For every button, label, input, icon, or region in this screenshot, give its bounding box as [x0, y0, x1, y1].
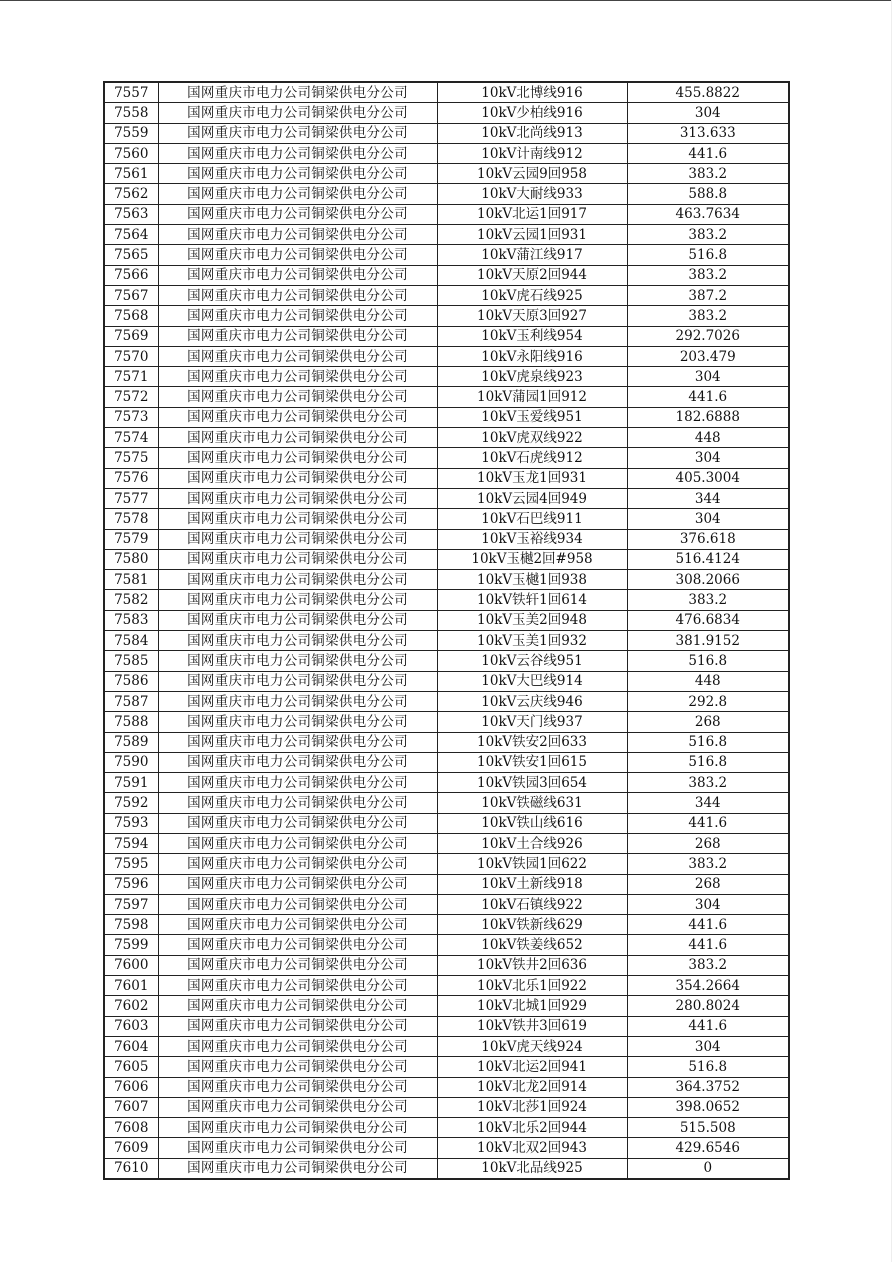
company-cell: 国网重庆市电力公司铜梁供电分公司: [158, 752, 437, 772]
line-name-cell: 10kV铁磁线631: [437, 793, 627, 813]
value-cell: 588.8: [627, 184, 789, 204]
row-id-cell: 7606: [104, 1077, 158, 1097]
company-cell: 国网重庆市电力公司铜梁供电分公司: [158, 671, 437, 691]
table-row: [104, 428, 789, 448]
company-cell: 国网重庆市电力公司铜梁供电分公司: [158, 82, 437, 103]
line-name-cell: 10kV北乐1回922: [437, 976, 627, 996]
table-row: [104, 225, 789, 245]
line-name-cell: 10kV云庆线946: [437, 691, 627, 711]
table-row: [104, 955, 789, 975]
table-row: [104, 407, 789, 427]
table-row: [104, 448, 789, 468]
company-cell: 国网重庆市电力公司铜梁供电分公司: [158, 103, 437, 123]
company-cell: 国网重庆市电力公司铜梁供电分公司: [158, 874, 437, 894]
line-name-cell: 10kV天原2回944: [437, 265, 627, 285]
company-cell: 国网重庆市电力公司铜梁供电分公司: [158, 712, 437, 732]
value-cell: 515.508: [627, 1118, 789, 1138]
line-name-cell: 10kV铁安2回633: [437, 732, 627, 752]
company-cell: 国网重庆市电力公司铜梁供电分公司: [158, 488, 437, 508]
line-name-cell: 10kV玉利线954: [437, 326, 627, 346]
value-cell: 383.2: [627, 225, 789, 245]
row-id-cell: 7568: [104, 306, 158, 326]
table-row: [104, 265, 789, 285]
line-name-cell: 10kV云园4回949: [437, 488, 627, 508]
value-cell: 381.9152: [627, 631, 789, 651]
row-id-cell: 7595: [104, 854, 158, 874]
line-name-cell: 10kV铁井2回636: [437, 955, 627, 975]
row-id-cell: 7561: [104, 164, 158, 184]
company-cell: 国网重庆市电力公司铜梁供电分公司: [158, 285, 437, 305]
value-cell: 304: [627, 448, 789, 468]
line-name-cell: 10kV玉美1回932: [437, 631, 627, 651]
table-row: [104, 874, 789, 894]
value-cell: 398.0652: [627, 1097, 789, 1117]
company-cell: 国网重庆市电力公司铜梁供电分公司: [158, 468, 437, 488]
table-row: [104, 367, 789, 387]
row-id-cell: 7562: [104, 184, 158, 204]
company-cell: 国网重庆市电力公司铜梁供电分公司: [158, 935, 437, 955]
table-row: [104, 996, 789, 1016]
table-row: [104, 468, 789, 488]
table-row: [104, 651, 789, 671]
row-id-cell: 7573: [104, 407, 158, 427]
company-cell: 国网重庆市电力公司铜梁供电分公司: [158, 1097, 437, 1117]
company-cell: 国网重庆市电力公司铜梁供电分公司: [158, 813, 437, 833]
line-name-cell: 10kV蒲园1回912: [437, 387, 627, 407]
table-row: [104, 631, 789, 651]
table-row: [104, 773, 789, 793]
line-name-cell: 10kV铁园1回622: [437, 854, 627, 874]
line-name-cell: 10kV铁井3回619: [437, 1016, 627, 1036]
table-row: [104, 1036, 789, 1056]
value-cell: 308.2066: [627, 570, 789, 590]
line-name-cell: 10kV铁安1回615: [437, 752, 627, 772]
value-cell: 476.6834: [627, 610, 789, 630]
value-cell: 376.618: [627, 529, 789, 549]
value-cell: 304: [627, 1036, 789, 1056]
line-name-cell: 10kV石巴线911: [437, 509, 627, 529]
line-name-cell: 10kV永阳线916: [437, 346, 627, 366]
company-cell: 国网重庆市电力公司铜梁供电分公司: [158, 915, 437, 935]
table-row: [104, 833, 789, 853]
row-id-cell: 7569: [104, 326, 158, 346]
value-cell: 429.6546: [627, 1138, 789, 1158]
value-cell: 292.7026: [627, 326, 789, 346]
company-cell: 国网重庆市电力公司铜梁供电分公司: [158, 773, 437, 793]
line-name-cell: 10kV北莎1回924: [437, 1097, 627, 1117]
company-cell: 国网重庆市电力公司铜梁供电分公司: [158, 1016, 437, 1036]
row-id-cell: 7574: [104, 428, 158, 448]
row-id-cell: 7588: [104, 712, 158, 732]
table-row: [104, 752, 789, 772]
value-cell: 455.8822: [627, 82, 789, 103]
value-cell: 364.3752: [627, 1077, 789, 1097]
row-id-cell: 7576: [104, 468, 158, 488]
row-id-cell: 7586: [104, 671, 158, 691]
value-cell: 203.479: [627, 346, 789, 366]
line-name-cell: 10kV铁山线616: [437, 813, 627, 833]
line-name-cell: 10kV虎双线922: [437, 428, 627, 448]
value-cell: 313.633: [627, 123, 789, 143]
value-cell: 182.6888: [627, 407, 789, 427]
line-name-cell: 10kV少柏线916: [437, 103, 627, 123]
table-row: [104, 326, 789, 346]
value-cell: 516.8: [627, 752, 789, 772]
value-cell: 383.2: [627, 306, 789, 326]
company-cell: 国网重庆市电力公司铜梁供电分公司: [158, 833, 437, 853]
table-row: [104, 123, 789, 143]
company-cell: 国网重庆市电力公司铜梁供电分公司: [158, 1118, 437, 1138]
row-id-cell: 7560: [104, 143, 158, 163]
feeder-table: [103, 81, 790, 1180]
row-id-cell: 7600: [104, 955, 158, 975]
table-row: [104, 306, 789, 326]
row-id-cell: 7557: [104, 82, 158, 103]
table-row: [104, 590, 789, 610]
row-id-cell: 7592: [104, 793, 158, 813]
company-cell: 国网重庆市电力公司铜梁供电分公司: [158, 732, 437, 752]
row-id-cell: 7566: [104, 265, 158, 285]
company-cell: 国网重庆市电力公司铜梁供电分公司: [158, 428, 437, 448]
table-row: [104, 854, 789, 874]
table-row: [104, 488, 789, 508]
company-cell: 国网重庆市电力公司铜梁供电分公司: [158, 549, 437, 569]
row-id-cell: 7603: [104, 1016, 158, 1036]
company-cell: 国网重庆市电力公司铜梁供电分公司: [158, 245, 437, 265]
table-row: [104, 143, 789, 163]
value-cell: 268: [627, 833, 789, 853]
row-id-cell: 7590: [104, 752, 158, 772]
value-cell: 383.2: [627, 854, 789, 874]
company-cell: 国网重庆市电力公司铜梁供电分公司: [158, 1158, 437, 1179]
table-row: [104, 1016, 789, 1036]
company-cell: 国网重庆市电力公司铜梁供电分公司: [158, 184, 437, 204]
row-id-cell: 7575: [104, 448, 158, 468]
company-cell: 国网重庆市电力公司铜梁供电分公司: [158, 407, 437, 427]
table-row: [104, 82, 789, 103]
value-cell: 516.8: [627, 245, 789, 265]
table-row: [104, 570, 789, 590]
page-top-border: [0, 0, 892, 1]
row-id-cell: 7587: [104, 691, 158, 711]
company-cell: 国网重庆市电力公司铜梁供电分公司: [158, 976, 437, 996]
value-cell: 304: [627, 509, 789, 529]
line-name-cell: 10kV玉裕线934: [437, 529, 627, 549]
value-cell: 405.3004: [627, 468, 789, 488]
row-id-cell: 7604: [104, 1036, 158, 1056]
company-cell: 国网重庆市电力公司铜梁供电分公司: [158, 509, 437, 529]
row-id-cell: 7599: [104, 935, 158, 955]
company-cell: 国网重庆市电力公司铜梁供电分公司: [158, 1138, 437, 1158]
table-row: [104, 164, 789, 184]
line-name-cell: 10kV云园9回958: [437, 164, 627, 184]
table-row: [104, 813, 789, 833]
table-row: [104, 1097, 789, 1117]
line-name-cell: 10kV北运1回917: [437, 204, 627, 224]
table-row: [104, 732, 789, 752]
company-cell: 国网重庆市电力公司铜梁供电分公司: [158, 955, 437, 975]
row-id-cell: 7610: [104, 1158, 158, 1179]
row-id-cell: 7579: [104, 529, 158, 549]
row-id-cell: 7581: [104, 570, 158, 590]
row-id-cell: 7598: [104, 915, 158, 935]
company-cell: 国网重庆市电力公司铜梁供电分公司: [158, 346, 437, 366]
table-row: [104, 1077, 789, 1097]
line-name-cell: 10kV大耐线933: [437, 184, 627, 204]
value-cell: 441.6: [627, 915, 789, 935]
row-id-cell: 7582: [104, 590, 158, 610]
row-id-cell: 7570: [104, 346, 158, 366]
company-cell: 国网重庆市电力公司铜梁供电分公司: [158, 996, 437, 1016]
value-cell: 383.2: [627, 955, 789, 975]
value-cell: 344: [627, 793, 789, 813]
table-row: [104, 671, 789, 691]
line-name-cell: 10kV玉美2回948: [437, 610, 627, 630]
table-row: [104, 915, 789, 935]
line-name-cell: 10kV北尚线913: [437, 123, 627, 143]
row-id-cell: 7559: [104, 123, 158, 143]
table-row: [104, 610, 789, 630]
value-cell: 516.8: [627, 651, 789, 671]
company-cell: 国网重庆市电力公司铜梁供电分公司: [158, 793, 437, 813]
line-name-cell: 10kV土合线926: [437, 833, 627, 853]
row-id-cell: 7572: [104, 387, 158, 407]
line-name-cell: 10kV北运2回941: [437, 1057, 627, 1077]
value-cell: 304: [627, 367, 789, 387]
row-id-cell: 7594: [104, 833, 158, 853]
line-name-cell: 10kV蒲江线917: [437, 245, 627, 265]
row-id-cell: 7609: [104, 1138, 158, 1158]
company-cell: 国网重庆市电力公司铜梁供电分公司: [158, 225, 437, 245]
table-row: [104, 245, 789, 265]
line-name-cell: 10kV北双2回943: [437, 1138, 627, 1158]
value-cell: 268: [627, 874, 789, 894]
value-cell: 516.8: [627, 732, 789, 752]
value-cell: 463.7634: [627, 204, 789, 224]
row-id-cell: 7608: [104, 1118, 158, 1138]
value-cell: 516.8: [627, 1057, 789, 1077]
company-cell: 国网重庆市电力公司铜梁供电分公司: [158, 610, 437, 630]
line-name-cell: 10kV石镇线922: [437, 894, 627, 914]
company-cell: 国网重庆市电力公司铜梁供电分公司: [158, 691, 437, 711]
table-row: [104, 793, 789, 813]
company-cell: 国网重庆市电力公司铜梁供电分公司: [158, 143, 437, 163]
row-id-cell: 7558: [104, 103, 158, 123]
value-cell: 448: [627, 671, 789, 691]
line-name-cell: 10kV虎泉线923: [437, 367, 627, 387]
table-row: [104, 1138, 789, 1158]
row-id-cell: 7597: [104, 894, 158, 914]
company-cell: 国网重庆市电力公司铜梁供电分公司: [158, 448, 437, 468]
row-id-cell: 7567: [104, 285, 158, 305]
line-name-cell: 10kV铁新线629: [437, 915, 627, 935]
line-name-cell: 10kV玉樾2回#958: [437, 549, 627, 569]
row-id-cell: 7584: [104, 631, 158, 651]
line-name-cell: 10kV石虎线912: [437, 448, 627, 468]
company-cell: 国网重庆市电力公司铜梁供电分公司: [158, 306, 437, 326]
line-name-cell: 10kV大巴线914: [437, 671, 627, 691]
row-id-cell: 7605: [104, 1057, 158, 1077]
table-row: [104, 976, 789, 996]
line-name-cell: 10kV北乐2回944: [437, 1118, 627, 1138]
line-name-cell: 10kV云园1回931: [437, 225, 627, 245]
line-name-cell: 10kV天原3回927: [437, 306, 627, 326]
row-id-cell: 7565: [104, 245, 158, 265]
value-cell: 304: [627, 103, 789, 123]
company-cell: 国网重庆市电力公司铜梁供电分公司: [158, 894, 437, 914]
company-cell: 国网重庆市电力公司铜梁供电分公司: [158, 367, 437, 387]
value-cell: 383.2: [627, 164, 789, 184]
value-cell: 441.6: [627, 813, 789, 833]
company-cell: 国网重庆市电力公司铜梁供电分公司: [158, 123, 437, 143]
company-cell: 国网重庆市电力公司铜梁供电分公司: [158, 387, 437, 407]
line-name-cell: 10kV计南线912: [437, 143, 627, 163]
value-cell: 280.8024: [627, 996, 789, 1016]
value-cell: 441.6: [627, 935, 789, 955]
line-name-cell: 10kV土新线918: [437, 874, 627, 894]
row-id-cell: 7591: [104, 773, 158, 793]
company-cell: 国网重庆市电力公司铜梁供电分公司: [158, 651, 437, 671]
row-id-cell: 7601: [104, 976, 158, 996]
company-cell: 国网重庆市电力公司铜梁供电分公司: [158, 590, 437, 610]
row-id-cell: 7607: [104, 1097, 158, 1117]
company-cell: 国网重庆市电力公司铜梁供电分公司: [158, 265, 437, 285]
row-id-cell: 7596: [104, 874, 158, 894]
value-cell: 448: [627, 428, 789, 448]
row-id-cell: 7589: [104, 732, 158, 752]
line-name-cell: 10kV虎石线925: [437, 285, 627, 305]
row-id-cell: 7593: [104, 813, 158, 833]
feeder-table-body: [104, 82, 789, 1179]
line-name-cell: 10kV玉龙1回931: [437, 468, 627, 488]
table-row: [104, 103, 789, 123]
line-name-cell: 10kV铁姜线652: [437, 935, 627, 955]
row-id-cell: 7580: [104, 549, 158, 569]
table-row: [104, 549, 789, 569]
value-cell: 304: [627, 894, 789, 914]
value-cell: 387.2: [627, 285, 789, 305]
company-cell: 国网重庆市电力公司铜梁供电分公司: [158, 204, 437, 224]
line-name-cell: 10kV云谷线951: [437, 651, 627, 671]
row-id-cell: 7563: [104, 204, 158, 224]
value-cell: 441.6: [627, 1016, 789, 1036]
line-name-cell: 10kV虎天线924: [437, 1036, 627, 1056]
table-row: [104, 691, 789, 711]
row-id-cell: 7585: [104, 651, 158, 671]
table-row: [104, 387, 789, 407]
row-id-cell: 7578: [104, 509, 158, 529]
company-cell: 国网重庆市电力公司铜梁供电分公司: [158, 1036, 437, 1056]
value-cell: 292.8: [627, 691, 789, 711]
line-name-cell: 10kV玉樾1回938: [437, 570, 627, 590]
value-cell: 344: [627, 488, 789, 508]
table-row: [104, 204, 789, 224]
value-cell: 516.4124: [627, 549, 789, 569]
row-id-cell: 7564: [104, 225, 158, 245]
value-cell: 441.6: [627, 143, 789, 163]
table-row: [104, 285, 789, 305]
row-id-cell: 7583: [104, 610, 158, 630]
row-id-cell: 7571: [104, 367, 158, 387]
value-cell: 0: [627, 1158, 789, 1179]
table-row: [104, 1158, 789, 1179]
company-cell: 国网重庆市电力公司铜梁供电分公司: [158, 631, 437, 651]
table-row: [104, 1118, 789, 1138]
line-name-cell: 10kV铁园3回654: [437, 773, 627, 793]
line-name-cell: 10kV天门线937: [437, 712, 627, 732]
line-name-cell: 10kV北博线916: [437, 82, 627, 103]
value-cell: 441.6: [627, 387, 789, 407]
table-row: [104, 346, 789, 366]
line-name-cell: 10kV铁轩1回614: [437, 590, 627, 610]
company-cell: 国网重庆市电力公司铜梁供电分公司: [158, 1057, 437, 1077]
company-cell: 国网重庆市电力公司铜梁供电分公司: [158, 854, 437, 874]
value-cell: 354.2664: [627, 976, 789, 996]
row-id-cell: 7602: [104, 996, 158, 1016]
table-row: [104, 509, 789, 529]
line-name-cell: 10kV北品线925: [437, 1158, 627, 1179]
company-cell: 国网重庆市电力公司铜梁供电分公司: [158, 1077, 437, 1097]
value-cell: 383.2: [627, 265, 789, 285]
line-name-cell: 10kV北龙2回914: [437, 1077, 627, 1097]
line-name-cell: 10kV玉爱线951: [437, 407, 627, 427]
line-name-cell: 10kV北城1回929: [437, 996, 627, 1016]
table-row: [104, 935, 789, 955]
table-row: [104, 894, 789, 914]
company-cell: 国网重庆市电力公司铜梁供电分公司: [158, 164, 437, 184]
table-row: [104, 184, 789, 204]
value-cell: 383.2: [627, 590, 789, 610]
table-row: [104, 1057, 789, 1077]
value-cell: 268: [627, 712, 789, 732]
table-row: [104, 529, 789, 549]
row-id-cell: 7577: [104, 488, 158, 508]
table-row: [104, 712, 789, 732]
company-cell: 国网重庆市电力公司铜梁供电分公司: [158, 529, 437, 549]
company-cell: 国网重庆市电力公司铜梁供电分公司: [158, 570, 437, 590]
company-cell: 国网重庆市电力公司铜梁供电分公司: [158, 326, 437, 346]
value-cell: 383.2: [627, 773, 789, 793]
